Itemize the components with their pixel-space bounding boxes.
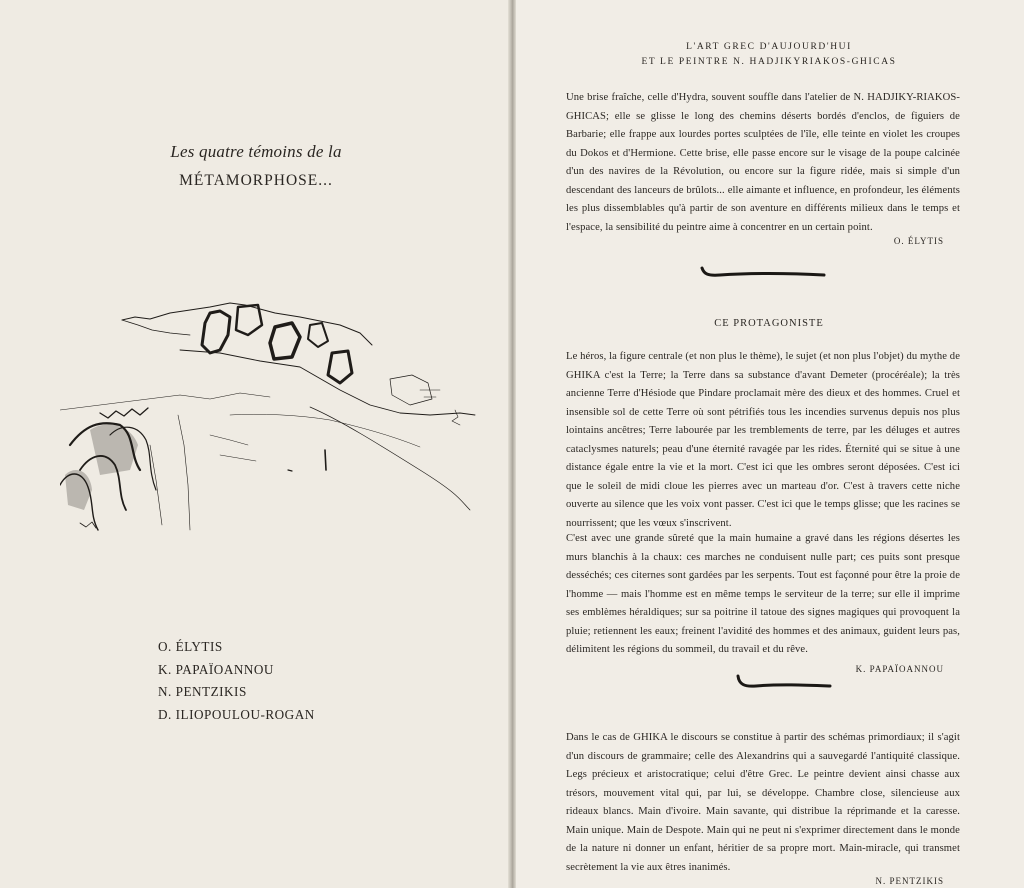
papaioannou-paragraph-1: Le héros, la figure centrale (et non plus le thème), le sujet (et non plus l'objet) du mythe de GHIKA c'est la Terre; la Terre dans sa substance d'avant Demeter (procéréale); la très ancienne Terre d'Hésiode que Pindare proclamait mère des dieux et des hommes. Cruel et insensible sol de cette Terre où sont pétrifiés tous les incendies survenus depuis nos plus lointains ancêtres; Terre labourée par les tremblements de terre, par les déluges et autres cataclysmes naturels; peau d'une éternité ravagée par les rides. Éternité qui se situe à une distance égale entre la vie et la mort. C'est ici que les ombres seront déposées. C'est ici que le soleil de midi cloue les pierres avec un marteau d'or. C'est à travers cette niche ouverte au silence que les voix vont passer. C'est ici que le temps glisse; que les racines se nourrissent; que les vœux s'inscrivent. [566, 351, 960, 529]
brush-stroke-divider [734, 670, 834, 694]
signature-elytis: O. ÉLYTIS [893, 236, 944, 246]
book-gutter [508, 0, 516, 888]
signature-pentzikis: N. PENTZIKIS [875, 876, 944, 886]
pentzikis-text: Dans le cas de GHIKA le discours se constitue à partir des schémas primordiaux; il s'agit d'un discours de grammaire; celle des Alexandrins qui a sauvegardé l'antiquité classique. Legs précieux et aristocratique; celui d'être Grec. Le peintre devient ainsi chasse aux trésors, mouvement vital qui, par lui, se développe. Chambre close, silencieuse aux rideaux blancs. Main d'ivoire. Main savante, qui distribue la réprimande et la caresse. Main unique. Main de Despote. Main qui ne peut ni s'exprimer directement dans le monde de la nature ni donner un enfant, héritier de sa propre mort. Main-miracle, qui transmet secrètement la vie aux êtres inanimés. [566, 732, 960, 873]
elytis-text: Une brise fraîche, celle d'Hydra, souvent souffle dans l'atelier de N. HADJIKY-RIAKOS-GHICAS; elle se glisse le long des chemins déserts bordés d'enclos, de figuiers de Barbarie; elle frappe aux lourdes portes sculptées de l'île, elle teinte en violet les croupes du Dokos et d'Hermione. Cette brise, elle passe encore sur le visage de la poupe calcinée d'un des navires de la Révolution, ou encore sur la figure ridée, mais si simple d'un descendant des lanceurs de brûlots... elle aimante et influence, en profondeur, les éléments les plus dissemblables qu'à partir de son aventure en différents milieux dans le temps et l'espace, la sensibilité du peintre aime à concentrer en un certain point. [566, 92, 960, 233]
header-line-2: ET LE PEINTRE N. HADJIKYRIAKOS-GHICAS [641, 57, 897, 67]
section-title: CE PROTAGONISTE [714, 318, 824, 329]
header-line-1: L'ART GREC D'AUJOURD'HUI [686, 42, 852, 52]
author-item: K. PAPAÏOANNOU [158, 661, 274, 677]
signature-papaioannou: K. PAPAÏOANNOU [855, 664, 944, 674]
papaioannou-paragraph-2: C'est avec une grande sûreté que la main humaine a gravé dans les régions désertes les murs blanchis à la chaux: ces marches ne conduisent nulle part; ces puits sont presque desséchés; ces citernes sont gardées par les serpents. Tout est façonné pour être la proie de l'homme — mais l'homme est en même temps le serviteur de la terre; sur elle il imprime ses emblèmes héraldiques; sur sa poitrine il tatoue des signes magiques qui provoquent la pluie; retiennent les eaux; freinent l'avidité des hommes et des animaux, guident leurs pas, délimitent les régions du sommeil, du travail et du rêve. [566, 533, 960, 655]
author-item: O. ÉLYTIS [158, 639, 223, 654]
brush-stroke-divider [698, 262, 828, 284]
author-item: N. PENTZIKIS [158, 684, 247, 699]
landscape-sketch-illustration [60, 295, 480, 540]
page-header [514, 40, 1024, 70]
author-item: D. ILIOPOULOU-ROGAN [158, 706, 315, 722]
title-italic: Les quatre témoins de la [170, 142, 342, 161]
title-main: MÉTAMORPHOSE... [179, 172, 333, 189]
author-list [158, 636, 315, 726]
